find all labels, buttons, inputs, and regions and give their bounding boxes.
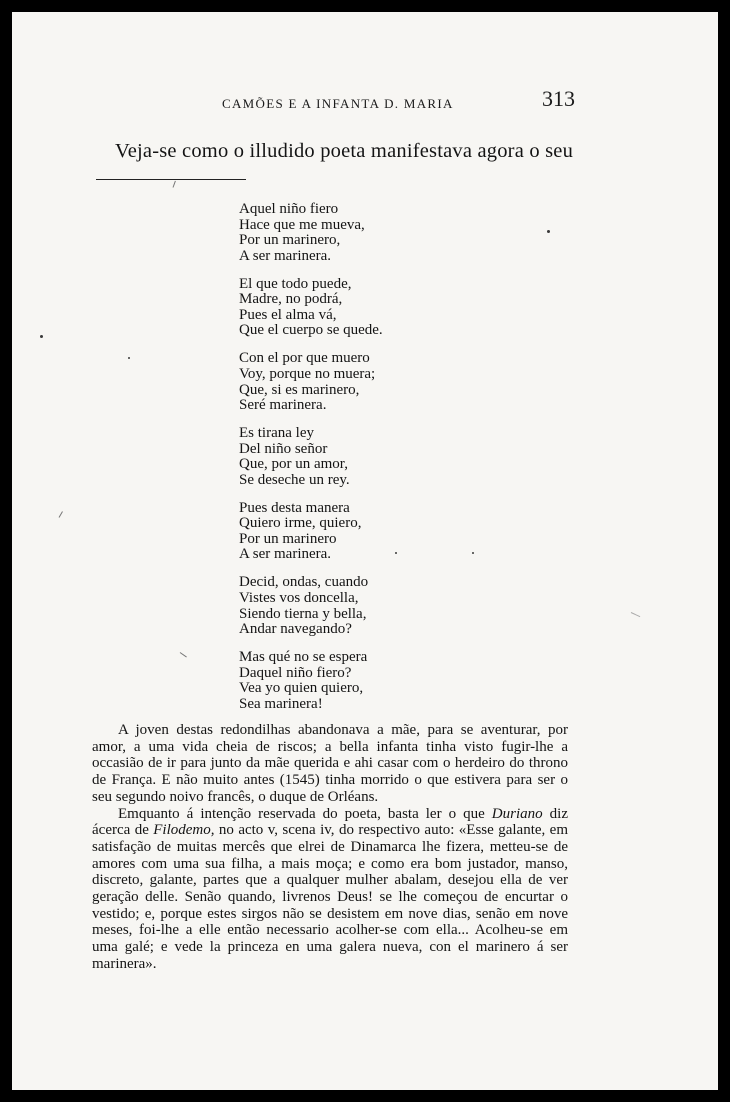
- verse-line: Aquel niño fiero: [239, 201, 339, 217]
- scan-speck: [128, 357, 130, 359]
- verse-line: Mas qué no se espera: [239, 649, 368, 666]
- verse-line: Voy, porque no muera;: [239, 365, 376, 382]
- footnote-divider: [96, 179, 246, 180]
- scan-speck: [40, 335, 43, 338]
- verse-line: Se deseche un rey.: [239, 471, 350, 488]
- verse-line: Que el cuerpo se quede.: [239, 322, 383, 339]
- stanza: [239, 202, 383, 264]
- paragraph-text: Emquanto á intenção reservada do poeta, basta ler o que: [118, 805, 492, 822]
- verse-line: Madre, no podrá,: [239, 291, 343, 308]
- verse-line: Que, por un amor,: [239, 456, 348, 473]
- running-title: CAMÕES E A INFANTA D. MARIA: [222, 96, 454, 111]
- verse-line: Decid, ondas, cuando: [239, 574, 369, 591]
- stanza: [239, 277, 383, 339]
- scan-scratch: [173, 181, 176, 188]
- stanza: [239, 575, 383, 637]
- verse-line: A ser marinera.: [239, 546, 332, 563]
- verse-line: Hace que me mueva,: [239, 216, 365, 233]
- paragraph: [92, 806, 568, 973]
- scan-scratch: [180, 652, 187, 657]
- stanza: [239, 351, 383, 413]
- book-page: [12, 12, 718, 1090]
- verse-line: Por un marinero: [239, 530, 337, 547]
- verse-line: Por un marinero,: [239, 232, 341, 249]
- play-title-italic: Filodemo,: [153, 822, 215, 839]
- verse-line: Sea marinera!: [239, 695, 323, 712]
- verse-line: Vistes vos doncella,: [239, 589, 359, 606]
- verse-line: Andar navegando?: [239, 621, 352, 638]
- scan-scratch: [59, 511, 63, 518]
- lead-sentence: Veja-se como o illudido poeta manifestava agora o seu: [115, 140, 574, 162]
- verse-line: Seré marinera.: [239, 397, 327, 414]
- verse-line: Siendo tierna y bella,: [239, 605, 367, 622]
- verse-line: Quiero irme, quiero,: [239, 515, 362, 532]
- stanza: [239, 426, 383, 488]
- verse-line: Del niño señor: [239, 440, 328, 457]
- verse-line: Es tirana ley: [239, 425, 314, 442]
- prose-body: [92, 722, 568, 973]
- paragraph: A joven destas redondilhas abandonava a mãe, para se aventurar, por amor, a uma vida cheia de riscos; a bella infanta tinha visto fugir-lhe a occasião de ir para junto da mãe querida e ahi casar com o herdeiro do throno de França. E não muito antes (1545) tinha morrido o que estivera para ser o seu segundo noivo francês, o duque de Orléans.: [92, 722, 568, 805]
- scan-speck: [472, 552, 474, 554]
- verse-line: Con el por que muero: [239, 350, 370, 367]
- author-name-italic: Duriano: [491, 805, 543, 822]
- verse-line: Pues el alma vá,: [239, 306, 337, 323]
- stanza: [239, 650, 383, 712]
- verse-line: El que todo puede,: [239, 275, 352, 292]
- paragraph-text: diz ácerca de: [92, 805, 568, 839]
- page-number: 313: [542, 86, 575, 111]
- paragraph-text: no acto v, scena iv, do respectivo auto: «Esse galante, em satisfação de muitas mercês que elrei de Dinamarca lhe fizera, metteu-se de amores com uma sua filha, a mais moça; e como era bom justador, manso, discreto, galante, partes que a qualquer mulher abalam, desejou ella de ver geração delle. Senão quando, livrenos Deus! se lhe começou de encurtar o vestido; e, porque estes sirgos não se desistem em nove dias, senão em nove meses, foi-lhe a elle então necessario acolher-se com ella... Acolheu-se em uma galé; e vede la princeza en uma galera nueva, con el marinero á ser marinera».: [92, 822, 568, 972]
- scan-speck: [547, 230, 550, 233]
- verse-line: Vea yo quien quiero,: [239, 680, 364, 697]
- verse-line: Daquel niño fiero?: [239, 664, 352, 681]
- verse-line: A ser marinera.: [239, 247, 332, 264]
- poem: [239, 202, 383, 725]
- scan-speck: [395, 552, 397, 554]
- verse-line: Pues desta manera: [239, 499, 350, 516]
- scan-scratch: [631, 612, 640, 617]
- verse-line: Que, si es marinero,: [239, 381, 360, 398]
- stanza: [239, 501, 383, 563]
